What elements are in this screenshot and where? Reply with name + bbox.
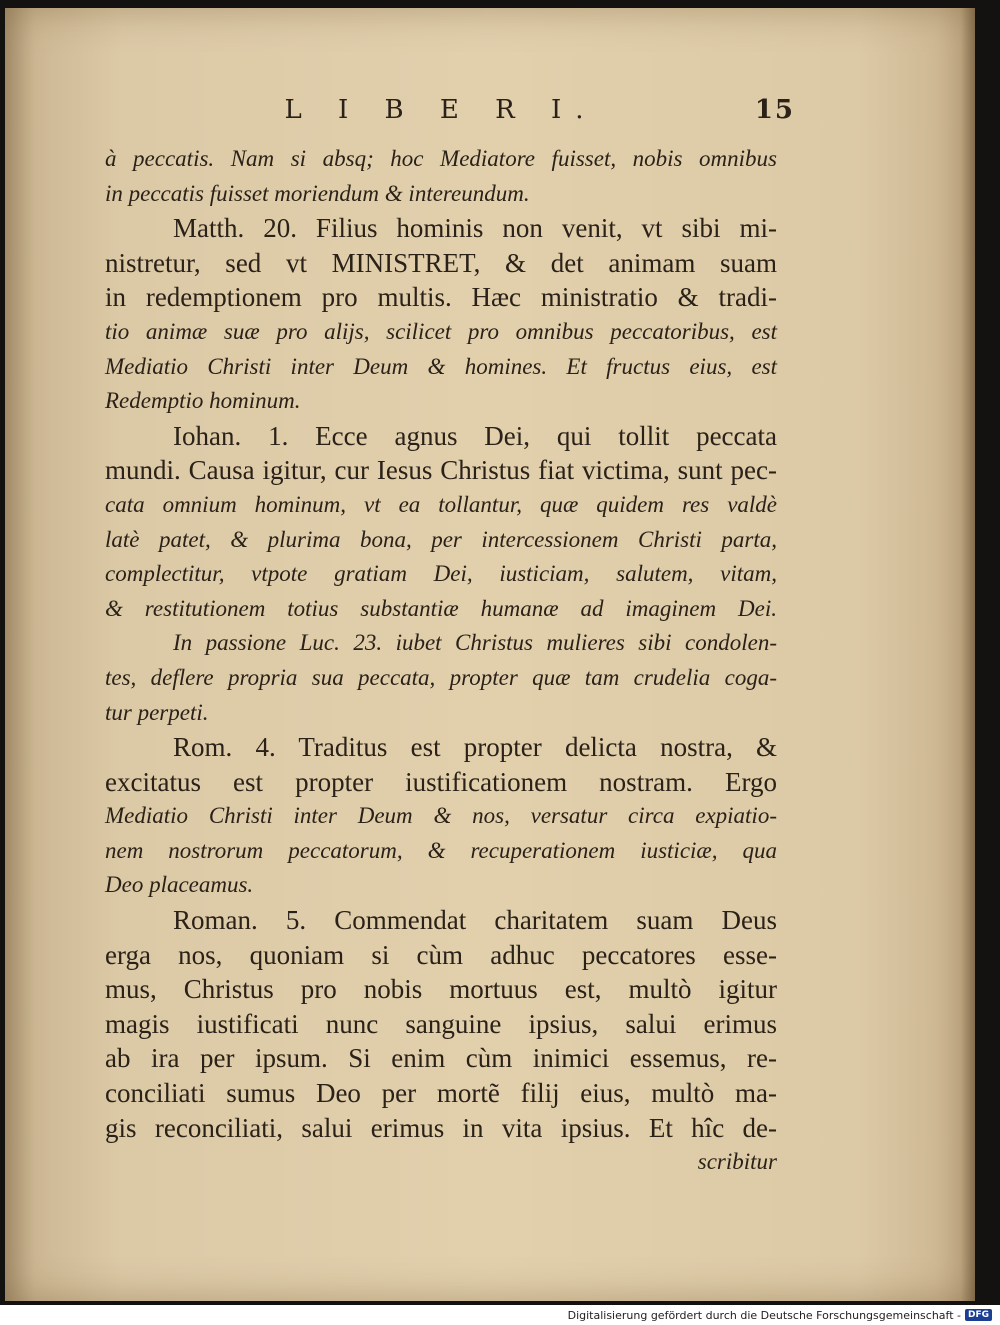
- text-line: Redemptio hominum.: [105, 388, 301, 414]
- text-line: tio animæ suæ pro alijs, scilicet pro omnibus peccatoribus, est: [105, 318, 777, 344]
- text-line: conciliati sumus Deo per mortẽ filij eius, multò ma-: [105, 1078, 777, 1109]
- text-line: tur perpeti.: [105, 699, 209, 725]
- text-line: Deo placeamus.: [105, 872, 254, 898]
- text-line: in redemptionem pro multis. Hæc ministratio & tradi-: [105, 282, 777, 313]
- text-line: magis iustificati nunc sanguine ipsius, salui erimus: [105, 1008, 777, 1039]
- text-line: mus, Christus pro nobis mortuus est, multò igitur: [105, 974, 777, 1005]
- text-line: nem nostrorum peccatorum, & recuperationem iusticiæ, qua: [105, 837, 777, 863]
- text-line: in peccatis fuisset moriendum & intereundum.: [105, 180, 530, 206]
- dfg-logo-icon: DFG: [965, 1309, 992, 1321]
- text-line: tes, deflere propria sua peccata, propter quæ tam crudelia coga-: [105, 664, 777, 690]
- text-line: Mediatio Christi inter Deum & homines. Et fructus eius, est: [105, 353, 777, 379]
- text-line: excitatus est propter iustificationem nostram. Ergo: [105, 766, 777, 797]
- text-block: [105, 90, 795, 1180]
- body-lines: [105, 142, 777, 1180]
- text-line: gis reconciliati, salui erimus in vita ipsius. Et hîc de-: [105, 1112, 777, 1143]
- text-line: Mediatio Christi inter Deum & nos, versatur circa expiatio-: [105, 803, 777, 829]
- text-line: erga nos, quoniam si cùm adhuc peccatores esse-: [105, 939, 777, 970]
- text-line: mundi. Causa igitur, cur Iesus Christus fiat victima, sunt pec-: [105, 455, 777, 486]
- page-number: 15: [754, 95, 795, 125]
- text-line: Iohan. 1. Ecce agnus Dei, qui tollit peccata: [173, 420, 777, 451]
- text-line: & restitutionem totius substantiæ humanæ ad imaginem Dei.: [105, 595, 777, 621]
- book-page: [5, 8, 975, 1301]
- text-line: nistretur, sed vt MINISTRET, & det animam suam: [105, 247, 777, 278]
- text-line: ab ira per ipsum. Si enim cùm inimici essemus, re-: [105, 1043, 777, 1074]
- text-line: Roman. 5. Commendat charitatem suam Deus: [173, 905, 777, 936]
- text-line: cata omnium hominum, vt ea tollantur, quæ quidem res valdè: [105, 491, 777, 517]
- text-line: latè patet, & plurima bona, per intercessionem Christi parta,: [105, 526, 777, 552]
- funding-credit: Digitalisierung gefördert durch die Deutsche Forschungsgemeinschaft -: [567, 1308, 961, 1322]
- text-line: Matth. 20. Filius hominis non venit, vt sibi mi-: [173, 213, 777, 244]
- catchword: scribitur: [697, 1149, 777, 1175]
- running-header: [105, 90, 795, 142]
- text-line: à peccatis. Nam si absq; hoc Mediatore fuisset, nobis omnibus: [105, 146, 777, 171]
- text-line: Rom. 4. Traditus est propter delicta nostra, &: [173, 732, 777, 763]
- running-title: L I B E R I.: [284, 95, 598, 125]
- text-line: In passione Luc. 23. iubet Christus mulieres sibi condolen-: [173, 630, 777, 656]
- text-line: complectitur, vtpote gratiam Dei, iusticiam, salutem, vitam,: [105, 561, 777, 587]
- digitization-footer: [0, 1305, 1000, 1325]
